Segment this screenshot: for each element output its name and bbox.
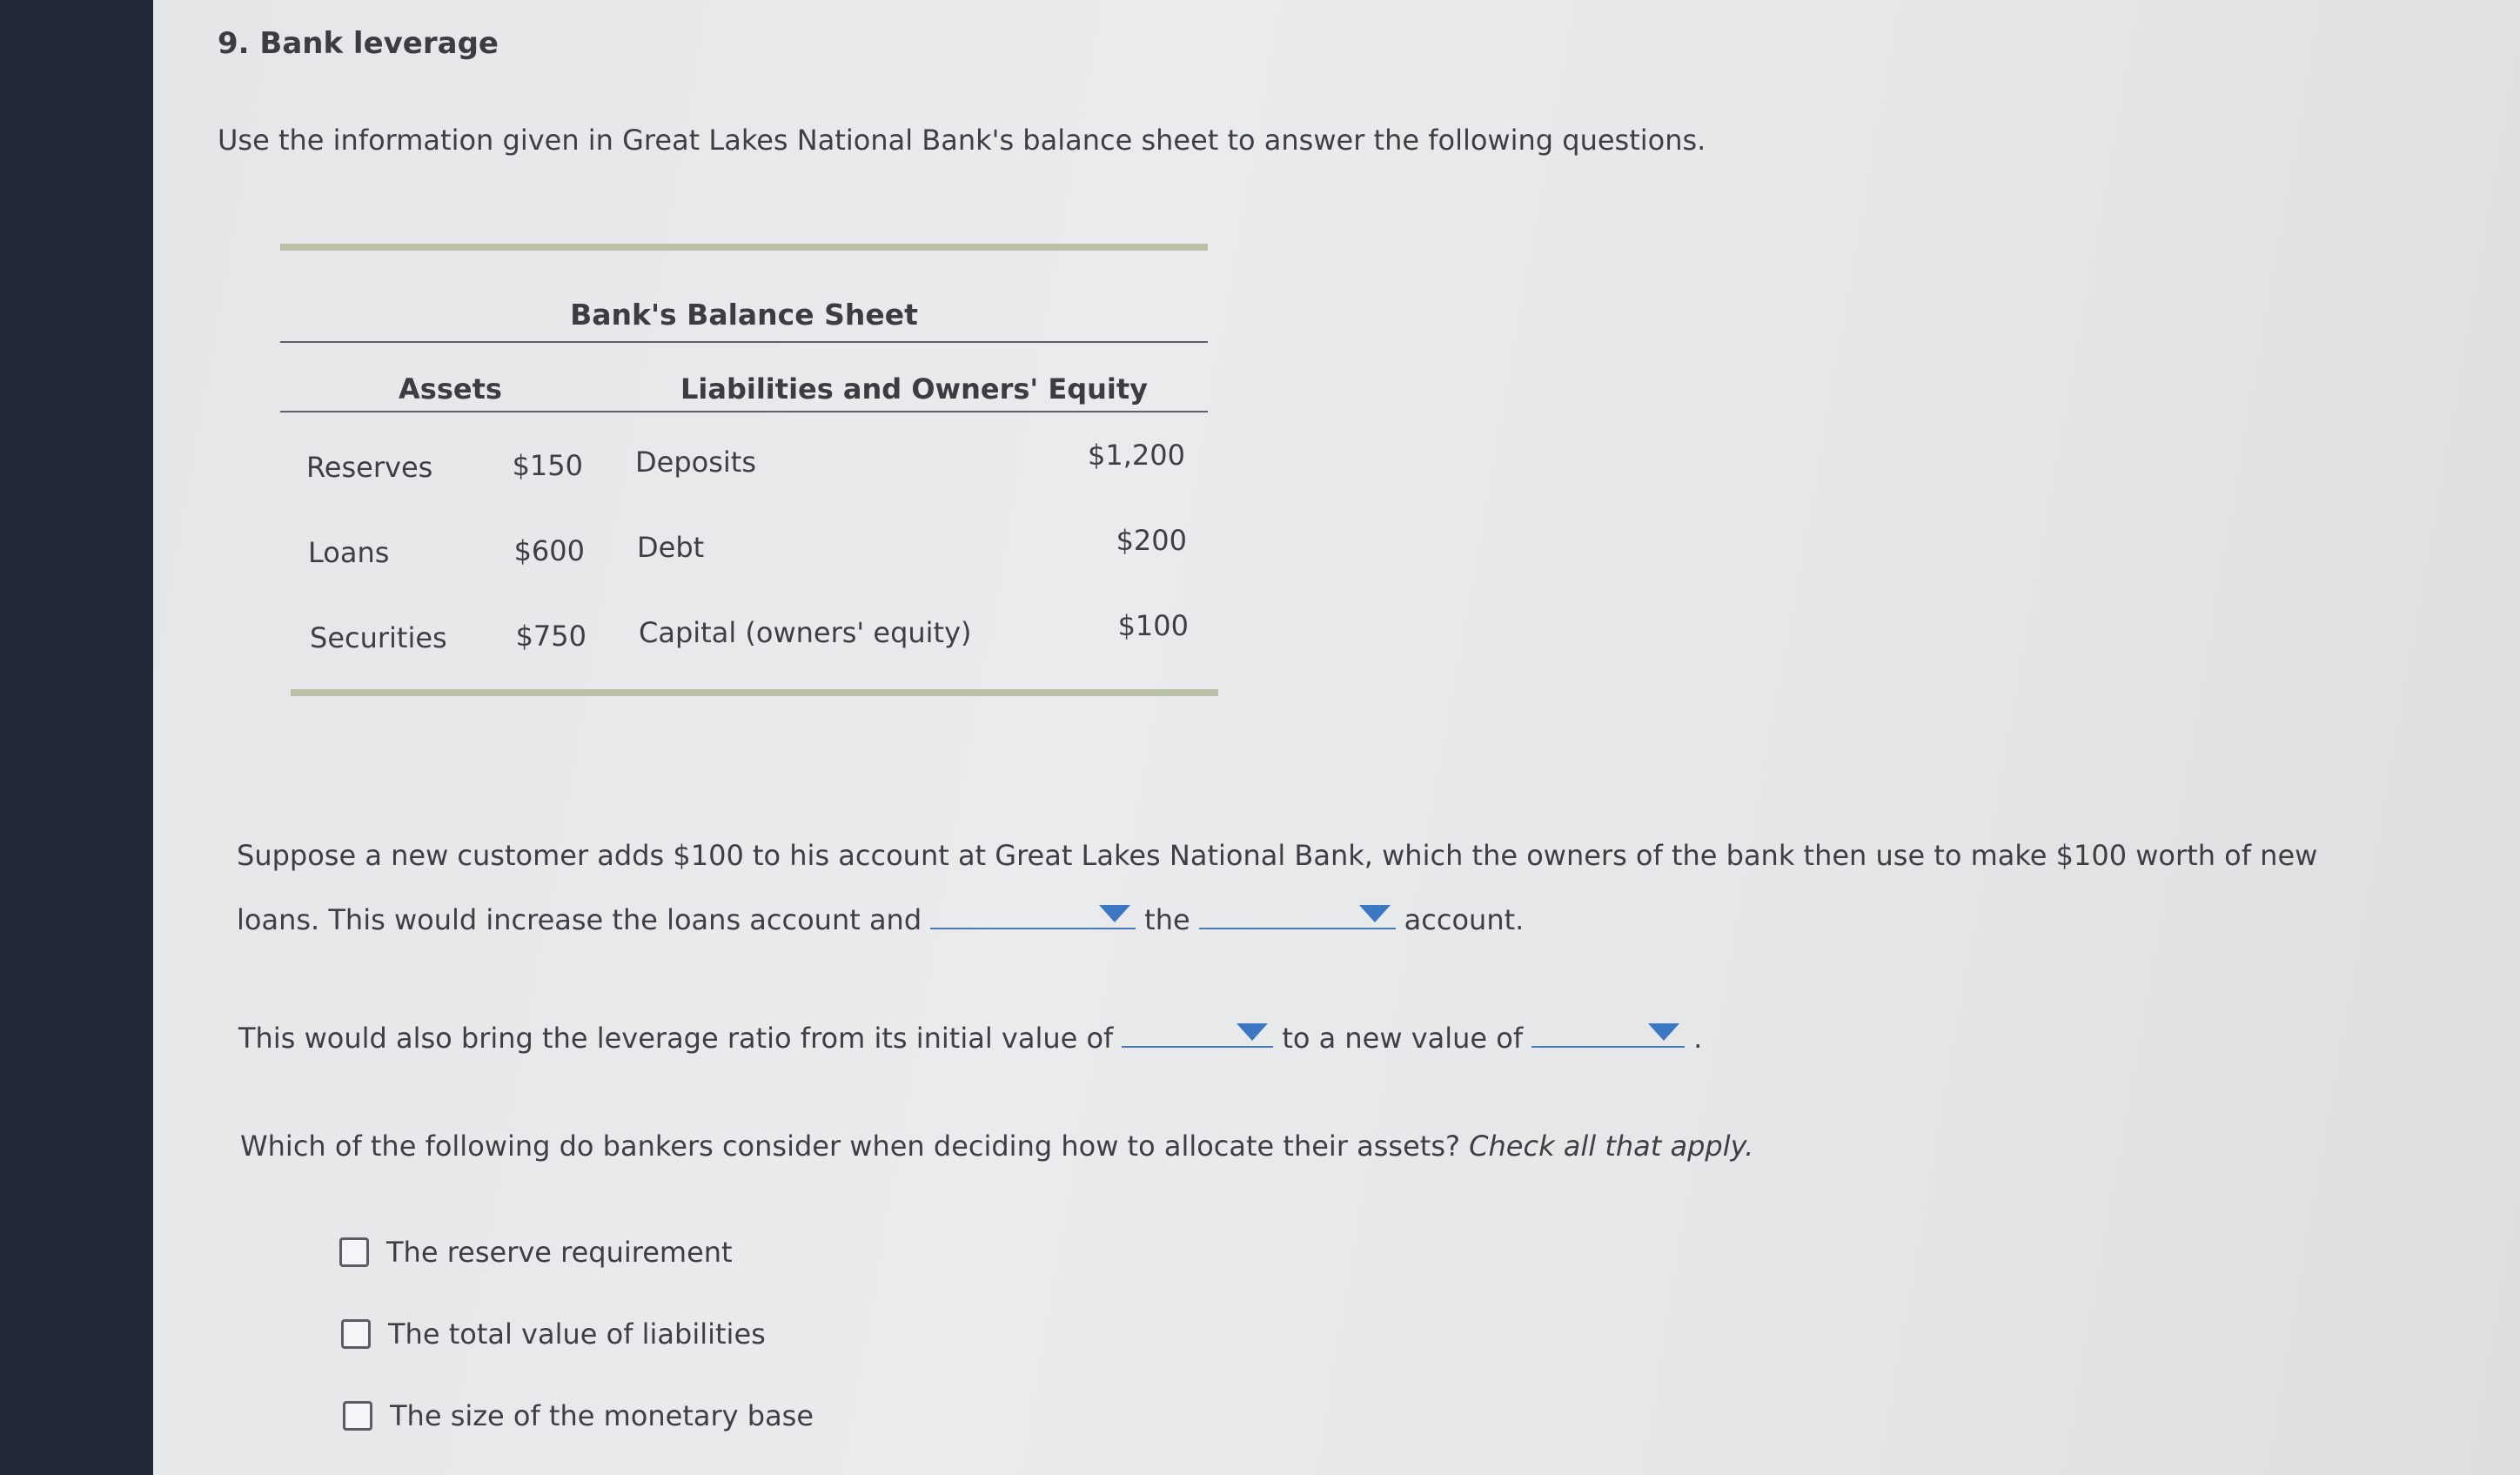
- asset-label: Reserves: [306, 451, 433, 484]
- part3-instruction: Check all that apply.: [1469, 1130, 1754, 1163]
- asset-value: $150: [512, 449, 583, 482]
- part1-line1: Suppose a new customer adds $100 to his account at Great Lakes National Bank, which the owners of the bank then use to make $100 worth of new: [237, 839, 2318, 872]
- left-sidebar: [0, 0, 153, 1475]
- part3-prompt: Which of the following do bankers consider when deciding how to allocate their assets?: [240, 1130, 1460, 1163]
- chevron-down-icon[interactable]: [1099, 905, 1130, 922]
- balance-sheet-table: [280, 244, 1208, 714]
- checkbox-label: The reserve requirement: [386, 1236, 733, 1269]
- checkbox-label: The total value of liabilities: [388, 1317, 766, 1351]
- part2-start: This would also bring the leverage ratio from its initial value of: [238, 1022, 1114, 1055]
- liability-value: $1,200: [1088, 439, 1185, 472]
- new-leverage-dropdown[interactable]: [1531, 1016, 1685, 1048]
- liability-value: $200: [1116, 524, 1187, 557]
- liabilities-header: Liabilities and Owners' Equity: [680, 372, 1149, 406]
- balance-sheet-title: Bank's Balance Sheet: [570, 298, 918, 332]
- checkbox-option[interactable]: [341, 1317, 766, 1351]
- chevron-down-icon[interactable]: [1648, 1023, 1679, 1041]
- asset-label: Loans: [308, 536, 390, 569]
- part1-line2-end: account.: [1404, 903, 1525, 936]
- part1-line2-mid: the: [1144, 903, 1190, 936]
- asset-value: $600: [513, 534, 585, 567]
- liability-value: $100: [1117, 609, 1189, 642]
- assets-header: Assets: [399, 372, 502, 406]
- liability-label: Deposits: [635, 446, 756, 479]
- part2-end: .: [1693, 1022, 1703, 1055]
- question-intro: Use the information given in Great Lakes National Bank's balance sheet to answer the following questions.: [218, 124, 1706, 157]
- chevron-down-icon[interactable]: [1359, 905, 1391, 922]
- part2-line: [238, 1016, 1702, 1055]
- liability-label: Capital (owners' equity): [639, 616, 972, 649]
- checkbox-option[interactable]: [339, 1236, 733, 1269]
- account-dropdown-1[interactable]: [930, 898, 1136, 929]
- initial-leverage-dropdown[interactable]: [1122, 1016, 1273, 1048]
- question-page: [153, 0, 2520, 1475]
- checkbox-option[interactable]: [343, 1399, 814, 1432]
- question-title: 9. Bank leverage: [218, 26, 499, 61]
- checkbox[interactable]: [343, 1401, 372, 1431]
- part3-prompt-line: [240, 1130, 1753, 1163]
- checkbox-label: The size of the monetary base: [390, 1399, 814, 1432]
- checkbox[interactable]: [341, 1319, 371, 1349]
- table-top-rule: [280, 244, 1208, 251]
- table-divider: [280, 341, 1208, 343]
- chevron-down-icon[interactable]: [1237, 1023, 1268, 1041]
- asset-value: $750: [515, 620, 586, 653]
- header-divider: [280, 411, 1208, 412]
- liability-label: Debt: [637, 531, 705, 564]
- asset-label: Securities: [310, 621, 447, 654]
- part2-mid: to a new value of: [1282, 1022, 1524, 1055]
- checkbox[interactable]: [339, 1237, 369, 1267]
- part1-line2: [237, 898, 1524, 936]
- part1-line2-start: loans. This would increase the loans account and: [237, 903, 922, 936]
- table-bottom-rule: [291, 689, 1218, 696]
- account-dropdown-2[interactable]: [1199, 898, 1396, 929]
